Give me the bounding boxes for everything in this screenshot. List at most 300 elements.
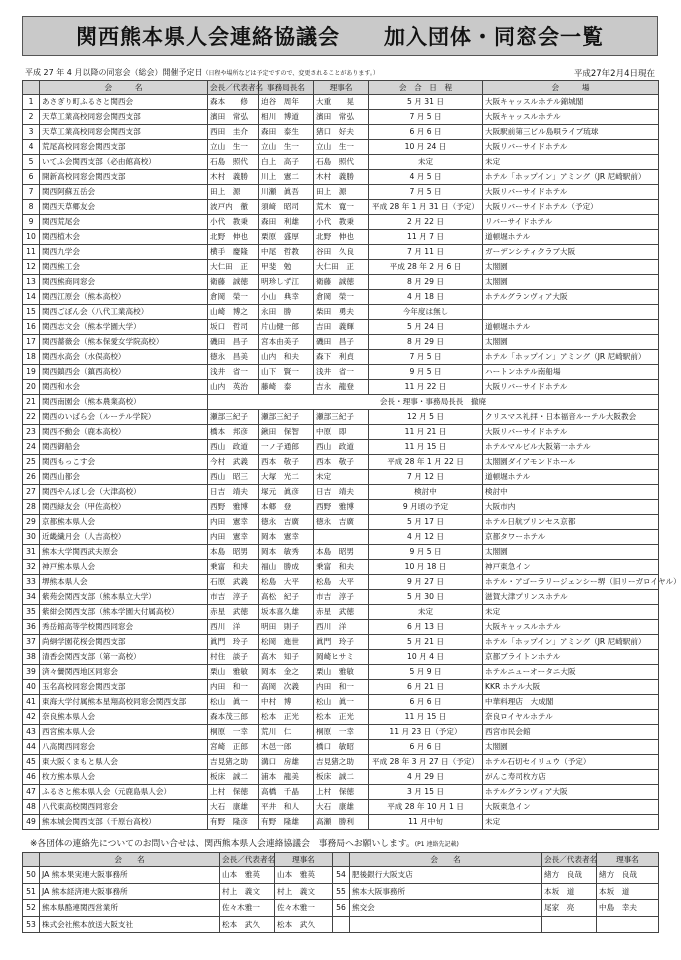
secretary: 高木 知子 bbox=[259, 650, 314, 665]
org-name: JA 熊本果実連大阪事務所 bbox=[40, 867, 220, 884]
meeting-date: 平成 28 年 10 月 1 日 bbox=[369, 800, 483, 815]
row-number: 6 bbox=[23, 170, 40, 185]
row-number: 9 bbox=[23, 215, 40, 230]
row-number: 41 bbox=[23, 695, 40, 710]
meeting-date: 検討中 bbox=[369, 485, 483, 500]
table-row bbox=[23, 155, 659, 170]
org-name: 関西江原会（熊本高校） bbox=[40, 290, 208, 305]
org-name: 清香会関西支部（第一高校） bbox=[40, 650, 208, 665]
secretary: 森田 利雄 bbox=[259, 215, 314, 230]
secretary: 松岡 進世 bbox=[259, 635, 314, 650]
row-number: 19 bbox=[23, 365, 40, 380]
director: 倉岡 榮一 bbox=[314, 290, 369, 305]
org-name: 西宮熊本県人会 bbox=[40, 725, 208, 740]
venue: リバーサイドホテル bbox=[483, 215, 659, 230]
director: 西野 雅博 bbox=[314, 500, 369, 515]
table-row bbox=[23, 395, 659, 410]
venue: 中華料理店 大成閣 bbox=[483, 695, 659, 710]
venue: 太閤園ダイアモンドホール bbox=[483, 455, 659, 470]
org-name: 関西南園会（熊本農業高校） bbox=[40, 395, 208, 410]
row-number: 10 bbox=[23, 230, 40, 245]
meeting-date: 11 月中旬 bbox=[369, 815, 483, 830]
org-name: ふるさと熊本県人会（元鹿島県人会） bbox=[40, 785, 208, 800]
meeting-date: 4 月 12 日 bbox=[369, 530, 483, 545]
director: 吉田 義輝 bbox=[314, 320, 369, 335]
venue: ホテル石切セイリュウ（予定） bbox=[483, 755, 659, 770]
header-rep: 会長／代表者名 bbox=[208, 81, 259, 95]
meeting-date: 未定 bbox=[369, 155, 483, 170]
org-name: 尚絅学園花桜会関西支部 bbox=[40, 635, 208, 650]
table-row bbox=[23, 110, 659, 125]
row-number: 26 bbox=[23, 470, 40, 485]
table-row bbox=[23, 380, 659, 395]
meeting-date: 7 月 12 日 bbox=[369, 470, 483, 485]
venue: 京都ブライトンホテル bbox=[483, 650, 659, 665]
secretary: 中村 博 bbox=[259, 695, 314, 710]
venue: ホテルマルビル大阪第一ホテル bbox=[483, 440, 659, 455]
representative: 山本 雅英 bbox=[220, 867, 275, 884]
meeting-date: 10 月 18 日 bbox=[369, 560, 483, 575]
representative: 日吉 靖夫 bbox=[208, 485, 259, 500]
meeting-date: 9 月 5 日 bbox=[369, 365, 483, 380]
director: 栗山 雅敏 bbox=[314, 665, 369, 680]
org-name: いてふ会関西支部（必由館高校） bbox=[40, 155, 208, 170]
venue: 太閤園 bbox=[483, 545, 659, 560]
meeting-date: 5 月 24 日 bbox=[369, 320, 483, 335]
meeting-date: 9 月 5 日 bbox=[369, 545, 483, 560]
bottom-header-name: 会 名 bbox=[40, 853, 220, 867]
venue: ホテル「ホップイン」アミング（JR 尼崎駅前） bbox=[483, 170, 659, 185]
director: 山本 雅英 bbox=[275, 867, 333, 884]
representative: 上村 保徳 bbox=[208, 785, 259, 800]
org-name: 紫苑会関西支部（熊本県立大学） bbox=[40, 590, 208, 605]
director: 大仁田 正 bbox=[314, 260, 369, 275]
row-number: 40 bbox=[23, 680, 40, 695]
meeting-date: 3 月 15 日 bbox=[369, 785, 483, 800]
meeting-date: 5 月 31 日 bbox=[369, 95, 483, 110]
venue: ガーデンシティクラブ大阪 bbox=[483, 245, 659, 260]
row-number: 46 bbox=[23, 770, 40, 785]
venue: ホテルニューオータニ大阪 bbox=[483, 665, 659, 680]
row-number: 32 bbox=[23, 560, 40, 575]
meeting-date: 7 月 11 日 bbox=[369, 245, 483, 260]
secretary: 岡本 敏秀 bbox=[259, 545, 314, 560]
representative: 眞門 玲子 bbox=[208, 635, 259, 650]
row-number: 1 bbox=[23, 95, 40, 110]
venue: 太閤園 bbox=[483, 740, 659, 755]
row-number: 11 bbox=[23, 245, 40, 260]
row-number: 39 bbox=[23, 665, 40, 680]
meeting-date: 8 月 29 日 bbox=[369, 275, 483, 290]
org-name: 熊交会 bbox=[350, 900, 542, 917]
director: 松本 正光 bbox=[314, 710, 369, 725]
org-name: 関西ごぼん会（八代工業高校） bbox=[40, 305, 208, 320]
org-name: 秀岳館高等学校関西同窓会 bbox=[40, 620, 208, 635]
org-name: JA 熊本経済連大阪事務所 bbox=[40, 883, 220, 900]
table-row bbox=[23, 335, 659, 350]
table-row bbox=[23, 200, 659, 215]
row-number: 12 bbox=[23, 260, 40, 275]
org-name: 関西水高会（水俣高校） bbox=[40, 350, 208, 365]
table-row bbox=[23, 290, 659, 305]
row-number: 44 bbox=[23, 740, 40, 755]
table-row bbox=[23, 650, 659, 665]
row-number: 49 bbox=[23, 815, 40, 830]
director: 岡崎ヒサミ bbox=[314, 650, 369, 665]
table-row bbox=[23, 170, 659, 185]
meeting-date: 11 月 22 日 bbox=[369, 380, 483, 395]
venue: 西宮市民会館 bbox=[483, 725, 659, 740]
representative: 石島 照代 bbox=[208, 155, 259, 170]
table-row bbox=[23, 410, 659, 425]
representative: 北野 伸也 bbox=[208, 230, 259, 245]
director: 谷田 久良 bbox=[314, 245, 369, 260]
venue: ホテルグランヴィア大阪 bbox=[483, 290, 659, 305]
venue: KKR ホテル大阪 bbox=[483, 680, 659, 695]
header-sec: 事務局長名 bbox=[259, 81, 314, 95]
empty-cell bbox=[350, 916, 542, 933]
table-row bbox=[23, 245, 659, 260]
director: 村上 義文 bbox=[275, 883, 333, 900]
table-row bbox=[23, 215, 659, 230]
row-number: 56 bbox=[333, 900, 350, 917]
org-name: 関西熊商同窓会 bbox=[40, 275, 208, 290]
representative: 乗富 和夫 bbox=[208, 560, 259, 575]
representative: 橋本 邦彦 bbox=[208, 425, 259, 440]
director: 森下 利貞 bbox=[314, 350, 369, 365]
org-name: 関西のいばら会（ルーテル学院） bbox=[40, 410, 208, 425]
secretary: 荒川 仁 bbox=[259, 725, 314, 740]
meeting-date: 11 月 23 日（予定） bbox=[369, 725, 483, 740]
venue: 検討中 bbox=[483, 485, 659, 500]
table-row bbox=[23, 695, 659, 710]
row-number: 52 bbox=[23, 900, 40, 917]
org-name: 熊本城会関西支部（千原台高校） bbox=[40, 815, 208, 830]
meeting-date: 8 月 29 日 bbox=[369, 335, 483, 350]
director: 木村 義勝 bbox=[314, 170, 369, 185]
row-number: 15 bbox=[23, 305, 40, 320]
table-row bbox=[23, 95, 659, 110]
organization-table bbox=[22, 80, 681, 830]
row-number: 28 bbox=[23, 500, 40, 515]
representative: 内田 和一 bbox=[208, 680, 259, 695]
representative: 西田 圭介 bbox=[208, 125, 259, 140]
table-row bbox=[23, 305, 659, 320]
representative: 木村 義勝 bbox=[208, 170, 259, 185]
representative: 佐々木雅一 bbox=[220, 900, 275, 917]
bottom-header-dir-2: 理事名 bbox=[597, 853, 659, 867]
representative: 大仁田 正 bbox=[208, 260, 259, 275]
director: 未定 bbox=[314, 470, 369, 485]
representative: 村上 義文 bbox=[220, 883, 275, 900]
secretary: 塚元 眞彦 bbox=[259, 485, 314, 500]
table-row bbox=[23, 725, 659, 740]
row-number: 20 bbox=[23, 380, 40, 395]
director: 日吉 靖夫 bbox=[314, 485, 369, 500]
representative: 倉岡 榮一 bbox=[208, 290, 259, 305]
director: 瀬部三紀子 bbox=[314, 410, 369, 425]
venue: 大阪キャッスルホテル bbox=[483, 110, 659, 125]
table-row bbox=[23, 635, 659, 650]
meeting-date: 12 月 5 日 bbox=[369, 410, 483, 425]
venue: 太閤園 bbox=[483, 335, 659, 350]
director: 荒木 寛一 bbox=[314, 200, 369, 215]
secretary: 森田 泰生 bbox=[259, 125, 314, 140]
secretary: 相川 博道 bbox=[259, 110, 314, 125]
org-name: 関西もっこす会 bbox=[40, 455, 208, 470]
org-name: あさぎり町ふるさと関西会 bbox=[40, 95, 208, 110]
table-row bbox=[23, 620, 659, 635]
director: 北野 伸也 bbox=[314, 230, 369, 245]
secretary: 山内 和夫 bbox=[259, 350, 314, 365]
representative: 波戸内 徹 bbox=[208, 200, 259, 215]
venue: 滋賀大津プリンスホテル bbox=[483, 590, 659, 605]
secretary: 坂本喜久雄 bbox=[259, 605, 314, 620]
meeting-date: 6 月 6 日 bbox=[369, 125, 483, 140]
row-number: 34 bbox=[23, 590, 40, 605]
meeting-date: 11 月 15 日 bbox=[369, 440, 483, 455]
meeting-date: 11 月 7 日 bbox=[369, 230, 483, 245]
row-number: 47 bbox=[23, 785, 40, 800]
director: 田上 源 bbox=[314, 185, 369, 200]
director: 猪口 好夫 bbox=[314, 125, 369, 140]
director: 桐原 一幸 bbox=[314, 725, 369, 740]
org-name: 肥後銀行大阪支店 bbox=[350, 867, 542, 884]
org-name: 枚方熊本県人会 bbox=[40, 770, 208, 785]
org-name: 東大阪くまもと県人会 bbox=[40, 755, 208, 770]
table-row bbox=[23, 785, 659, 800]
row-number: 7 bbox=[23, 185, 40, 200]
venue: 大阪リバーサイドホテル bbox=[483, 380, 659, 395]
director: 中島 幸夫 bbox=[597, 900, 659, 917]
merged-note: 会長・理事・事務局長長 撤廃 bbox=[208, 395, 659, 410]
meeting-date: 9 月 27 日 bbox=[369, 575, 483, 590]
table-header bbox=[23, 81, 659, 95]
representative: 山崎 博之 bbox=[208, 305, 259, 320]
row-number: 33 bbox=[23, 575, 40, 590]
empty-cell bbox=[333, 916, 350, 933]
secretary: 立山 生一 bbox=[259, 140, 314, 155]
representative: 桐原 一幸 bbox=[208, 725, 259, 740]
meeting-date: 平成 28 年 3 月 27 日（予定） bbox=[369, 755, 483, 770]
representative: 内田 憲幸 bbox=[208, 530, 259, 545]
representative: 緒方 良哉 bbox=[542, 867, 597, 884]
representative: 松山 眞一 bbox=[208, 695, 259, 710]
table-row bbox=[23, 440, 659, 455]
org-name: 関西熊工会 bbox=[40, 260, 208, 275]
representative: 有野 隆彦 bbox=[208, 815, 259, 830]
representative: 西山 昭三 bbox=[208, 470, 259, 485]
venue: 太閤園 bbox=[483, 275, 659, 290]
secretary: 甲斐 勉 bbox=[259, 260, 314, 275]
row-number: 45 bbox=[23, 755, 40, 770]
row-number: 17 bbox=[23, 335, 40, 350]
org-name: 近畿繊月会（人吉高校） bbox=[40, 530, 208, 545]
meeting-date: 7 月 5 日 bbox=[369, 350, 483, 365]
meeting-date: 11 月 15 日 bbox=[369, 710, 483, 725]
director: 緒方 良哉 bbox=[597, 867, 659, 884]
representative: 西山 政道 bbox=[208, 440, 259, 455]
subtitle-left: 平成 27 年 4 月以降の同窓会（総会）開催予定日（日程や場所などは予定ですので、変更されることがあります。） bbox=[25, 68, 379, 77]
table-row bbox=[23, 530, 659, 545]
representative: 大石 康雄 bbox=[208, 800, 259, 815]
affiliate-row bbox=[23, 900, 659, 917]
director: 高瀬 勝利 bbox=[314, 815, 369, 830]
row-number: 24 bbox=[23, 440, 40, 455]
director: 乗富 和夫 bbox=[314, 560, 369, 575]
director: 小代 教秉 bbox=[314, 215, 369, 230]
table-row bbox=[23, 710, 659, 725]
representative: 森本 修 bbox=[208, 95, 259, 110]
table-row bbox=[23, 605, 659, 620]
table-row bbox=[23, 485, 659, 500]
venue: 未定 bbox=[483, 815, 659, 830]
director: 西川 洋 bbox=[314, 620, 369, 635]
bottom-header-name-2: 会 名 bbox=[350, 853, 542, 867]
director: 磯田 昌子 bbox=[314, 335, 369, 350]
contact-note-ref: (P1 連絡先記載) bbox=[414, 841, 459, 848]
venue: 大阪市内 bbox=[483, 500, 659, 515]
org-name: 荒尾高校同窓会関西支部 bbox=[40, 140, 208, 155]
org-name: 関西九学会 bbox=[40, 245, 208, 260]
secretary: 山下 賢一 bbox=[259, 365, 314, 380]
director: 西本 敬子 bbox=[314, 455, 369, 470]
representative: 濱田 常弘 bbox=[208, 110, 259, 125]
director: 吉見猪之助 bbox=[314, 755, 369, 770]
representative: 村住 談子 bbox=[208, 650, 259, 665]
director: 立山 生一 bbox=[314, 140, 369, 155]
table-row bbox=[23, 425, 659, 440]
row-number: 13 bbox=[23, 275, 40, 290]
director: 上村 保徳 bbox=[314, 785, 369, 800]
venue: ホテルグランヴィア大阪 bbox=[483, 785, 659, 800]
table-row bbox=[23, 230, 659, 245]
meeting-date: 4 月 5 日 bbox=[369, 170, 483, 185]
table-row bbox=[23, 185, 659, 200]
row-number: 5 bbox=[23, 155, 40, 170]
secretary: 高岡 次義 bbox=[259, 680, 314, 695]
header-name: 会 名 bbox=[40, 81, 208, 95]
meeting-date: 6 月 6 日 bbox=[369, 740, 483, 755]
meeting-date: 4 月 29 日 bbox=[369, 770, 483, 785]
org-name: 関西薔薇会（熊本保愛女学院高校） bbox=[40, 335, 208, 350]
secretary: 片山健一郎 bbox=[259, 320, 314, 335]
table-row bbox=[23, 455, 659, 470]
meeting-date: 6 月 13 日 bbox=[369, 620, 483, 635]
secretary: 有野 隆雄 bbox=[259, 815, 314, 830]
row-number: 31 bbox=[23, 545, 40, 560]
secretary: 松島 大平 bbox=[259, 575, 314, 590]
secretary: 鍬田 保智 bbox=[259, 425, 314, 440]
director: 吉永 龍登 bbox=[314, 380, 369, 395]
org-name: 関西不動会（鹿本高校） bbox=[40, 425, 208, 440]
row-number: 50 bbox=[23, 867, 40, 884]
table-row bbox=[23, 125, 659, 140]
venue: 未定 bbox=[483, 605, 659, 620]
page-title: 関西熊本県人会連絡協議会 加入団体・同窓会一覧 bbox=[22, 16, 658, 56]
representative: 内田 憲幸 bbox=[208, 515, 259, 530]
org-name: 済々黌関西地区同窓会 bbox=[40, 665, 208, 680]
director: 濱田 常弘 bbox=[314, 110, 369, 125]
meeting-date: 今年度は無し bbox=[369, 305, 483, 320]
table-row bbox=[23, 665, 659, 680]
row-number: 38 bbox=[23, 650, 40, 665]
representative: 宮崎 正郎 bbox=[208, 740, 259, 755]
table-row bbox=[23, 560, 659, 575]
row-number: 54 bbox=[333, 867, 350, 884]
representative: 西川 洋 bbox=[208, 620, 259, 635]
secretary: 岡本 憲幸 bbox=[259, 530, 314, 545]
secretary: 永田 勝 bbox=[259, 305, 314, 320]
org-name: 関西天草郷友会 bbox=[40, 200, 208, 215]
org-name: 熊本県酪連関西営業所 bbox=[40, 900, 220, 917]
secretary: 溝口 房雄 bbox=[259, 755, 314, 770]
header-dir: 理事名 bbox=[314, 81, 369, 95]
representative: 横手 慶隆 bbox=[208, 245, 259, 260]
director: 大重 晃 bbox=[314, 95, 369, 110]
org-name: 関西やんぼし会（大津高校） bbox=[40, 485, 208, 500]
representative: 田上 源 bbox=[208, 185, 259, 200]
row-number: 51 bbox=[23, 883, 40, 900]
secretary: 迫谷 周年 bbox=[259, 95, 314, 110]
table-row bbox=[23, 740, 659, 755]
org-name: 熊本大学関西武夫原会 bbox=[40, 545, 208, 560]
director: 赤星 武徳 bbox=[314, 605, 369, 620]
row-number: 42 bbox=[23, 710, 40, 725]
meeting-date: 11 月 21 日 bbox=[369, 425, 483, 440]
org-name: 八高関西同窓会 bbox=[40, 740, 208, 755]
row-number: 55 bbox=[333, 883, 350, 900]
representative: 坂口 哲司 bbox=[208, 320, 259, 335]
representative: 本島 昭男 bbox=[208, 545, 259, 560]
bottom-header-dir: 理事名 bbox=[275, 853, 333, 867]
representative: 尾家 亮 bbox=[542, 900, 597, 917]
director: 西山 政道 bbox=[314, 440, 369, 455]
org-name: 玉名高校同窓会関西支部 bbox=[40, 680, 208, 695]
table-row bbox=[23, 680, 659, 695]
representative: 浅井 省一 bbox=[208, 365, 259, 380]
meeting-date: 平成 28 年 1 月 31 日（予定） bbox=[369, 200, 483, 215]
representative: 徳永 昌美 bbox=[208, 350, 259, 365]
venue: 大阪キャッスルホテル錦城閣 bbox=[483, 95, 659, 110]
secretary: 松本 正光 bbox=[259, 710, 314, 725]
director: 徳永 吉廣 bbox=[314, 515, 369, 530]
venue: 未定 bbox=[483, 155, 659, 170]
header-venue: 会 場 bbox=[483, 81, 659, 95]
org-name: 堺熊本県人会 bbox=[40, 575, 208, 590]
affiliate-table bbox=[22, 852, 659, 933]
table-row bbox=[23, 365, 659, 380]
table-row bbox=[23, 470, 659, 485]
meeting-date: 平成 28 年 2 月 6 日 bbox=[369, 260, 483, 275]
venue: 京都タワーホテル bbox=[483, 530, 659, 545]
meeting-date: 6 月 6 日 bbox=[369, 695, 483, 710]
representative: 市吉 淳子 bbox=[208, 590, 259, 605]
secretary: 本郷 登 bbox=[259, 500, 314, 515]
row-number: 18 bbox=[23, 350, 40, 365]
org-name: 紫紺会関西支部（熊本学園大付属高校） bbox=[40, 605, 208, 620]
venue bbox=[483, 305, 659, 320]
meeting-date: 7 月 5 日 bbox=[369, 185, 483, 200]
org-name: 開新高校同窓会関西支部 bbox=[40, 170, 208, 185]
secretary: 宮本由美子 bbox=[259, 335, 314, 350]
meeting-date: 5 月 9 日 bbox=[369, 665, 483, 680]
org-name: 熊本大阪事務所 bbox=[350, 883, 542, 900]
director bbox=[314, 530, 369, 545]
venue: 大阪リバーサイドホテル（予定） bbox=[483, 200, 659, 215]
meeting-date: 5 月 30 日 bbox=[369, 590, 483, 605]
representative: 板床 誠二 bbox=[208, 770, 259, 785]
